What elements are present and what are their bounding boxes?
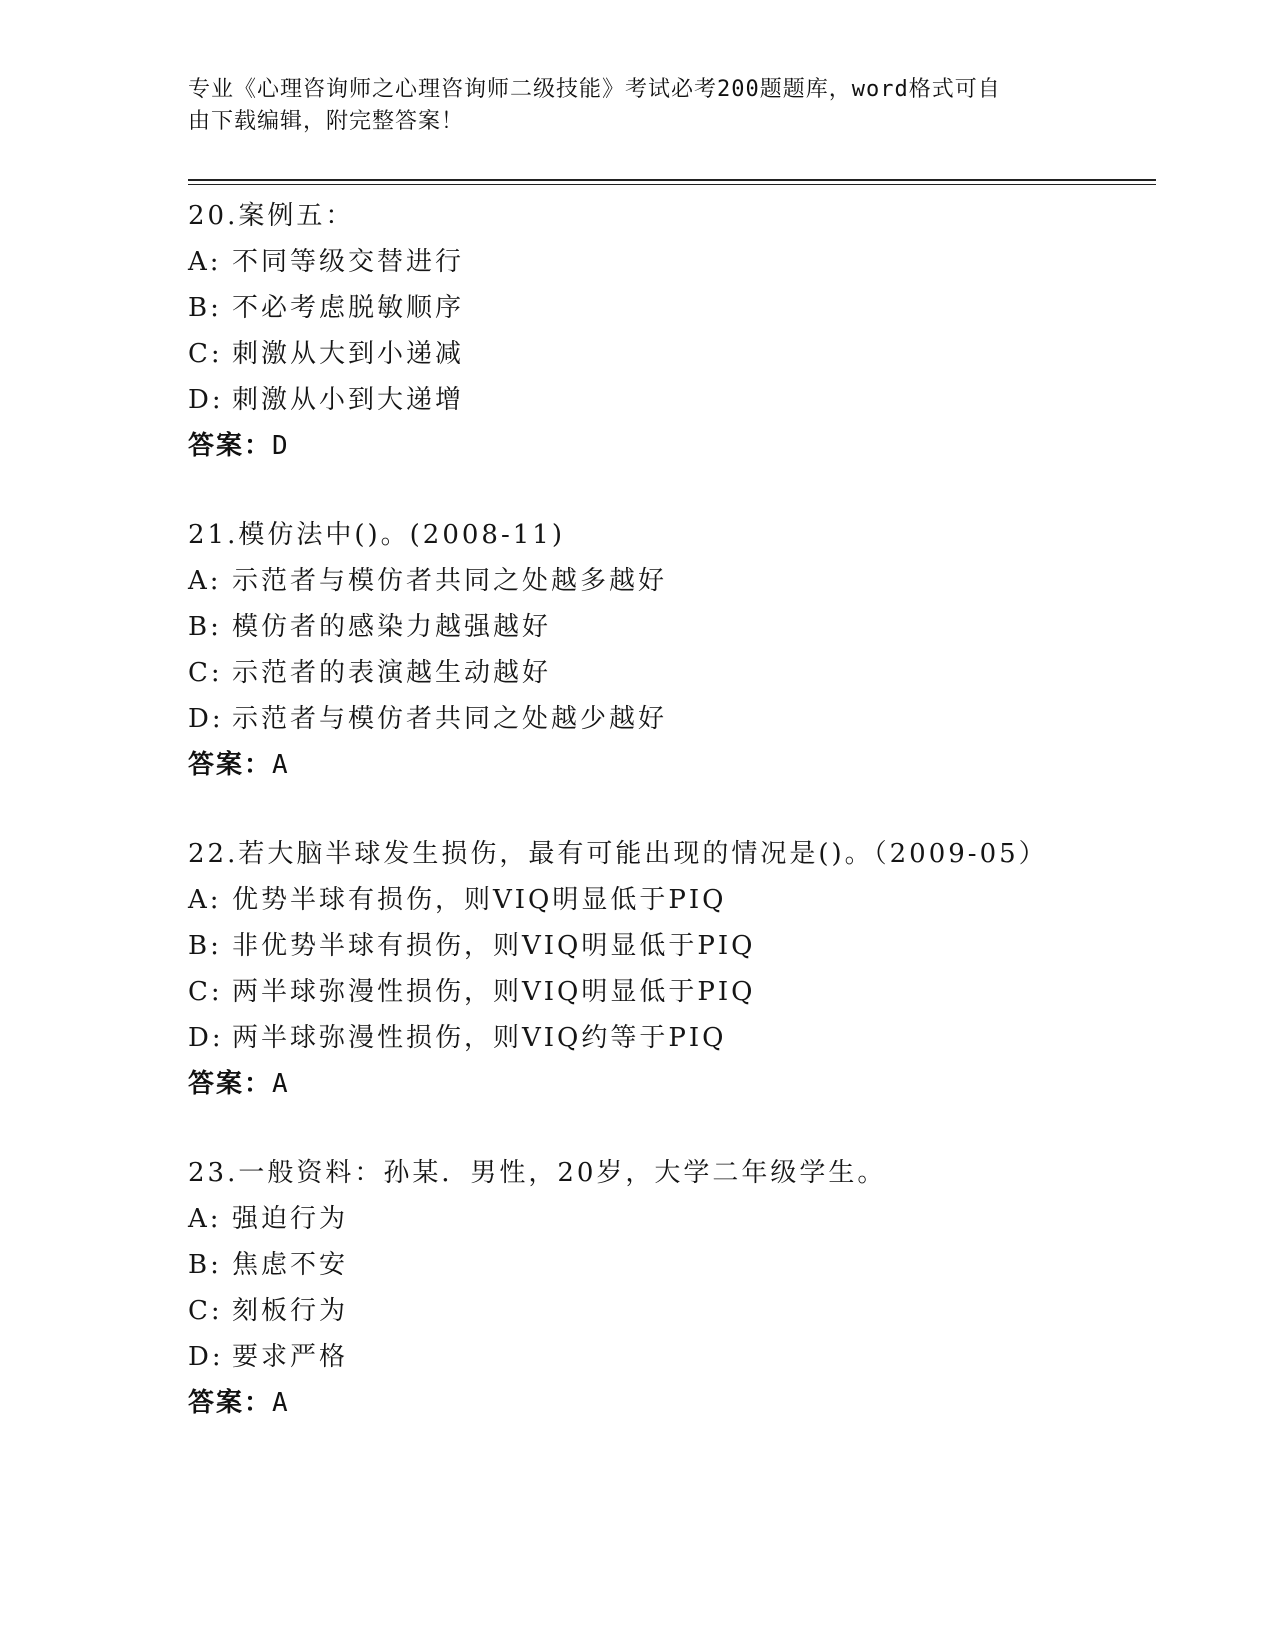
option-key: D: xyxy=(188,1342,224,1372)
option-key: B: xyxy=(188,1250,222,1280)
answer-line xyxy=(188,423,1156,469)
option-text: 非优势半球有损伤，则VIQ明显低于PIQ xyxy=(232,931,756,961)
option-text: 两半球弥漫性损伤，则VIQ明显低于PIQ xyxy=(232,977,756,1007)
question-list xyxy=(188,193,1156,1469)
option-key: B: xyxy=(188,931,222,961)
option-key: A: xyxy=(188,885,222,915)
question-21 xyxy=(188,512,1156,788)
option-key: A: xyxy=(188,566,222,596)
option-b xyxy=(188,1242,1156,1288)
option-d xyxy=(188,696,1156,742)
answer-value: D xyxy=(272,431,290,461)
document-header xyxy=(188,74,1068,138)
option-a xyxy=(188,1196,1156,1242)
answer-line xyxy=(188,1061,1156,1107)
option-b xyxy=(188,923,1156,969)
option-a xyxy=(188,239,1156,285)
option-text: 不必考虑脱敏顺序 xyxy=(232,293,465,323)
answer-value: A xyxy=(272,1069,290,1099)
answer-value: A xyxy=(272,750,290,780)
option-c xyxy=(188,650,1156,696)
header-line-2: 由下载编辑，附完整答案！ xyxy=(188,109,465,134)
option-text: 示范者与模仿者共同之处越多越好 xyxy=(232,566,668,596)
option-a xyxy=(188,558,1156,604)
option-text: 示范者与模仿者共同之处越少越好 xyxy=(232,704,668,734)
option-text: 刻板行为 xyxy=(232,1296,349,1326)
option-key: B: xyxy=(188,293,222,323)
option-text: 刺激从大到小递减 xyxy=(232,339,465,369)
answer-value: A xyxy=(272,1388,290,1418)
option-key: B: xyxy=(188,612,222,642)
option-key: C: xyxy=(188,339,223,369)
option-d xyxy=(188,1015,1156,1061)
question-22 xyxy=(188,831,1156,1107)
answer-label: 答案： xyxy=(188,1069,273,1099)
question-stem: 20.案例五： xyxy=(188,201,355,231)
question-20 xyxy=(188,193,1156,469)
option-key: D: xyxy=(188,1023,224,1053)
option-c xyxy=(188,1288,1156,1334)
option-key: C: xyxy=(188,1296,223,1326)
option-text: 不同等级交替进行 xyxy=(232,247,465,277)
option-text: 焦虑不安 xyxy=(232,1250,349,1280)
option-key: A: xyxy=(188,1204,222,1234)
option-text: 强迫行为 xyxy=(232,1204,349,1234)
option-key: C: xyxy=(188,977,223,1007)
option-key: A: xyxy=(188,247,222,277)
option-text: 要求严格 xyxy=(232,1342,349,1372)
option-d xyxy=(188,377,1156,423)
option-key: D: xyxy=(188,704,224,734)
question-stem: 23.一般资料：孙某．男性，20岁，大学二年级学生。 xyxy=(188,1158,887,1188)
option-a xyxy=(188,877,1156,923)
option-text: 优势半球有损伤，则VIQ明显低于PIQ xyxy=(232,885,727,915)
option-text: 模仿者的感染力越强越好 xyxy=(232,612,552,642)
option-b xyxy=(188,604,1156,650)
option-b xyxy=(188,285,1156,331)
option-text: 两半球弥漫性损伤，则VIQ约等于PIQ xyxy=(232,1023,727,1053)
answer-line xyxy=(188,1380,1156,1426)
option-d xyxy=(188,1334,1156,1380)
option-key: D: xyxy=(188,385,224,415)
answer-label: 答案： xyxy=(188,431,273,461)
answer-line xyxy=(188,742,1156,788)
option-c xyxy=(188,969,1156,1015)
option-text: 示范者的表演越生动越好 xyxy=(232,658,552,688)
header-divider xyxy=(188,179,1156,185)
answer-label: 答案： xyxy=(188,750,273,780)
option-key: C: xyxy=(188,658,223,688)
option-c xyxy=(188,331,1156,377)
answer-label: 答案： xyxy=(188,1388,273,1418)
option-text: 刺激从小到大递增 xyxy=(232,385,465,415)
question-stem: 22.若大脑半球发生损伤，最有可能出现的情况是()。（2009-05） xyxy=(188,839,1048,869)
header-line-1: 专业《心理咨询师之心理咨询师二级技能》考试必考200题题库，word格式可自 xyxy=(188,77,1001,102)
question-23 xyxy=(188,1150,1156,1426)
question-stem: 21.模仿法中()。(2008-11) xyxy=(188,520,565,550)
